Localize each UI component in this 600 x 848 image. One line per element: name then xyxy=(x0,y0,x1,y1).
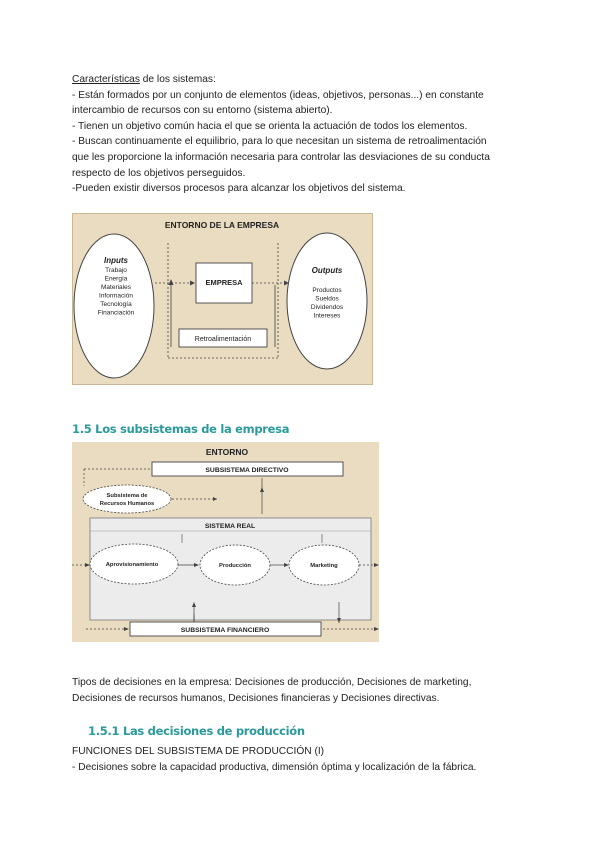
intro-heading-rest: de los sistemas: xyxy=(139,74,216,85)
input-item: Trabajo xyxy=(105,267,127,274)
intro-line: respecto de los objetivos perseguidos. xyxy=(72,167,246,179)
financiero-label: SUBSISTEMA FINANCIERO xyxy=(180,627,270,634)
produccion-label: Producción xyxy=(219,563,251,569)
diagram1-title: ENTORNO DE LA EMPRESA xyxy=(164,220,280,230)
directivo-label: SUBSISTEMA DIRECTIVO xyxy=(205,467,289,474)
section-heading-1-5-1: 1.5.1 Las decisiones de producción xyxy=(88,724,305,738)
intro-line: - Están formados por un conjunto de elementos (ideas, objetivos, personas...) en constante xyxy=(72,89,484,101)
rrhh-label-1: Subsistema de xyxy=(106,493,148,499)
output-item: Dividendos xyxy=(310,304,344,311)
rrhh-label-2: Recursos Humanos xyxy=(99,501,155,507)
decision-types-line: Decisiones de recursos humanos, Decisiones financieras y Decisiones directivas. xyxy=(72,692,440,704)
intro-heading-underlined: Características xyxy=(72,74,140,85)
intro-line: que les proporcione la información necesaria para controlar las desviaciones de su conducta xyxy=(72,151,490,163)
subsystems-diagram xyxy=(72,442,379,642)
intro-line: - Tienen un objetivo común hacia el que se orienta la actuación de todos los elementos. xyxy=(72,120,468,132)
intro-heading xyxy=(72,72,532,88)
section-heading-1-5: 1.5 Los subsistemas de la empresa xyxy=(72,422,290,436)
input-item: Información xyxy=(99,292,133,300)
output-item: Productos xyxy=(312,287,342,294)
marketing-label: Marketing xyxy=(310,563,338,569)
output-item: Sueldos xyxy=(315,295,339,303)
intro-line: -Pueden existir diversos procesos para alcanzar los objetivos del sistema. xyxy=(72,183,406,195)
input-item: Energía xyxy=(104,275,128,283)
enterprise-environment-diagram xyxy=(72,213,373,385)
input-item: Financiación xyxy=(97,309,135,317)
feedback-label: Retroalimentación xyxy=(194,336,252,343)
functions-title: FUNCIONES DEL SUBSISTEMA DE PRODUCCIÓN (I) xyxy=(72,746,325,757)
decision-types-paragraph xyxy=(72,675,532,706)
input-item: Tecnología xyxy=(100,301,132,308)
diagram2-title: ENTORNO xyxy=(205,447,249,457)
input-item: Materiales xyxy=(101,284,131,291)
intro-paragraph xyxy=(72,72,532,197)
inputs-title: Inputs xyxy=(104,256,128,265)
intro-line: - Buscan continuamente el equilibrio, para lo que necesitan un sistema de retroalimentación xyxy=(72,136,487,148)
empresa-label: EMPRESA xyxy=(205,278,243,287)
functions-paragraph xyxy=(72,744,532,775)
intro-line: intercambio de recursos con su entorno (sistema abierto). xyxy=(72,105,333,117)
decision-types-line: Tipos de decisiones en la empresa: Decisiones de producción, Decisiones de marketing, xyxy=(72,677,472,688)
aprov-label: Aprovisionamiento xyxy=(105,562,159,568)
output-item: Intereses xyxy=(313,312,341,320)
sistema-real-label: SISTEMA REAL xyxy=(204,523,256,530)
functions-line: - Decisiones sobre la capacidad productiva, dimensión óptima y localización de la fábrica. xyxy=(72,761,477,773)
rrhh-ellipse xyxy=(83,485,171,513)
outputs-title: Outputs xyxy=(311,266,343,275)
